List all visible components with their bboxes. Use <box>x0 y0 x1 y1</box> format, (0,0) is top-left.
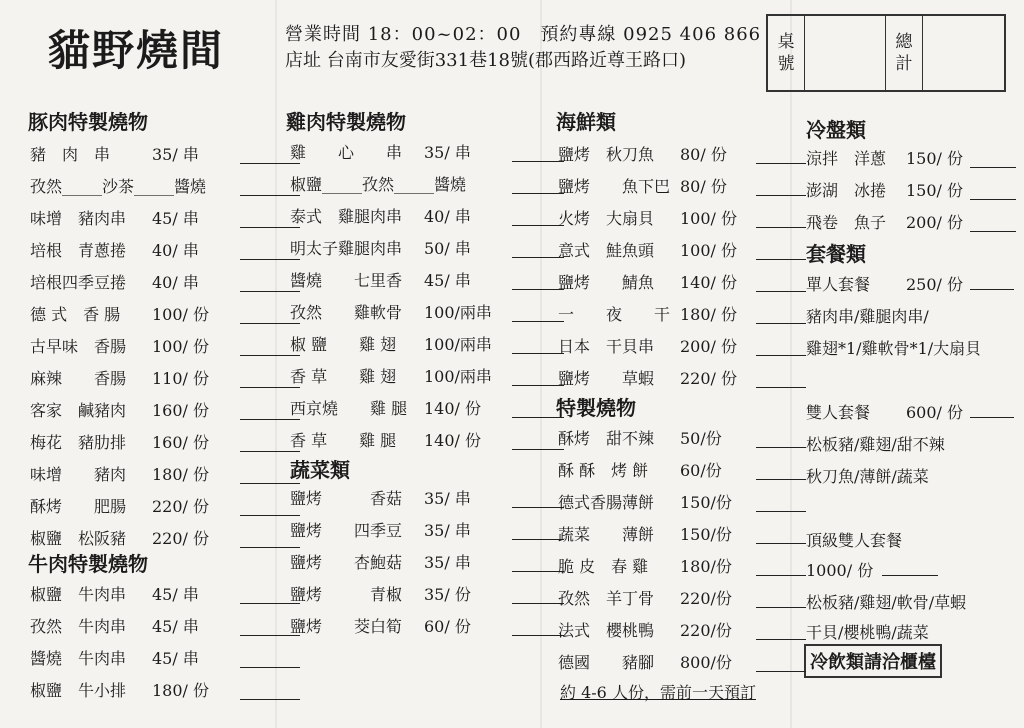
menu-item-row <box>30 176 300 198</box>
menu-item-price: 180/ 份 <box>152 465 210 484</box>
menu-item-row <box>290 206 564 228</box>
menu-item-name: 香 草 雞 翅 <box>290 367 397 386</box>
menu-item-price: 40/ 串 <box>152 273 199 292</box>
menu-item-name: 法式 櫻桃鴨 <box>558 621 655 640</box>
menu-item-name: 椒鹽_____孜然_____醬燒 <box>290 175 467 194</box>
menu-item-name: 鹽烤 香菇 <box>290 489 403 508</box>
menu-item-name: 醬燒 牛肉串 <box>30 649 127 668</box>
menu-item-price: 220/份 <box>680 589 732 608</box>
menu-item-price: 140/ 份 <box>424 399 482 418</box>
premium-set-qty-line[interactable] <box>882 575 938 576</box>
menu-item-row <box>558 492 806 514</box>
menu-item-row <box>30 528 300 550</box>
section-title-sets: 套餐類 <box>806 242 866 266</box>
menu-item-qty-line[interactable] <box>512 193 564 194</box>
menu-item-price: 100/兩串 <box>424 303 492 322</box>
menu-item-name: 飛卷 魚子 <box>806 213 887 232</box>
double-set-desc: 松板豬/雞翅/甜不辣 <box>806 435 945 454</box>
menu-item-row <box>558 272 806 294</box>
menu-item-name: 培根四季豆捲 <box>30 273 127 292</box>
menu-item-name: 椒 鹽 雞 翅 <box>290 335 397 354</box>
table-number-label: 桌 號 <box>777 32 795 74</box>
menu-item-row <box>30 368 300 390</box>
menu-item-qty-line[interactable] <box>756 543 806 544</box>
menu-item-qty-line[interactable] <box>512 353 564 354</box>
menu-item-price: 50/ 串 <box>424 239 471 258</box>
menu-item-name: 涼拌 洋蔥 <box>806 149 887 168</box>
menu-item-qty-line[interactable] <box>240 667 300 668</box>
section-title-pork: 豚肉特製燒物 <box>28 110 148 134</box>
menu-item-row <box>558 368 806 390</box>
menu-item-qty-line[interactable] <box>240 699 300 700</box>
menu-item-name: 酥烤 肥腸 <box>30 497 127 516</box>
menu-item-row <box>30 240 300 262</box>
menu-item-price: 220/ 份 <box>680 369 738 388</box>
menu-item-qty-line[interactable] <box>512 507 564 508</box>
menu-item-qty-line[interactable] <box>512 539 564 540</box>
menu-item-row <box>30 584 300 606</box>
menu-item-price: 160/ 份 <box>152 401 210 420</box>
menu-item-price: 220/ 份 <box>152 529 210 548</box>
single-set-name: 單人套餐 <box>806 275 871 294</box>
menu-item-price: 220/份 <box>680 621 732 640</box>
menu-item-price: 150/ 份 <box>906 181 964 200</box>
menu-item-row <box>558 524 806 546</box>
menu-item-row <box>558 620 806 642</box>
menu-item-row <box>30 400 300 422</box>
menu-item-qty-line[interactable] <box>512 289 564 290</box>
menu-item-qty-line[interactable] <box>512 449 564 450</box>
menu-item-qty-line[interactable] <box>512 385 564 386</box>
menu-item-name: 蔬菜 薄餅 <box>558 525 655 544</box>
menu-item-qty-line[interactable] <box>240 515 300 516</box>
menu-item-row <box>558 652 806 674</box>
menu-item-price: 180/ 份 <box>152 681 210 700</box>
menu-item-name: 客家 鹹豬肉 <box>30 401 127 420</box>
menu-item-price: 35/ 串 <box>424 489 471 508</box>
menu-item-name: 古早味 香腸 <box>30 337 127 356</box>
single-set-desc: 豬肉串/雞腿肉串/ <box>806 307 929 326</box>
menu-item-name: 麻辣 香腸 <box>30 369 127 388</box>
cold-drinks-notice: 冷飲類請洽櫃檯 <box>804 644 942 678</box>
menu-item-qty-line[interactable] <box>512 225 564 226</box>
menu-item-name: 鹽烤 草蝦 <box>558 369 655 388</box>
section-title-veg: 蔬菜類 <box>290 458 350 482</box>
menu-item-name: 椒鹽 松阪豬 <box>30 529 127 548</box>
menu-item-row <box>30 144 300 166</box>
menu-item-price: 35/ 串 <box>152 145 199 164</box>
menu-item-price: 220/ 份 <box>152 497 210 516</box>
menu-item-price: 40/ 串 <box>424 207 471 226</box>
menu-item-row <box>290 488 564 510</box>
menu-item-price: 150/份 <box>680 493 732 512</box>
menu-item-name: 鹽烤 青椒 <box>290 585 403 604</box>
menu-item-row <box>558 176 806 198</box>
menu-item-name: 鹽烤 杏鮑菇 <box>290 553 403 572</box>
business-hours: 營業時間 18：00~02：00 預約專線 0925 406 866 <box>285 24 762 45</box>
menu-item-row <box>290 616 564 638</box>
menu-item-row <box>30 304 300 326</box>
menu-item-name: 西京燒 雞 腿 <box>290 399 408 418</box>
menu-item-name: 椒鹽 牛小排 <box>30 681 127 700</box>
menu-item-row <box>30 496 300 518</box>
menu-item-name: 豬 肉 串 <box>30 145 111 164</box>
section-title-beef: 牛肉特製燒物 <box>28 552 148 576</box>
menu-item-row <box>30 272 300 294</box>
menu-item-row <box>806 212 1016 234</box>
menu-item-qty-line[interactable] <box>512 635 564 636</box>
menu-item-row <box>290 334 564 356</box>
special-note: 約 4-6 人份，需前一天預訂 <box>560 683 756 702</box>
menu-item-name: 鹽烤 魚下巴 <box>558 177 671 196</box>
menu-item-qty-line[interactable] <box>512 417 564 418</box>
menu-item-price: 140/ 份 <box>424 431 482 450</box>
menu-item-qty-line[interactable] <box>756 291 806 292</box>
section-title-seafood: 海鮮類 <box>556 110 616 134</box>
menu-item-name: 雞 心 串 <box>290 143 403 162</box>
menu-item-row <box>558 336 806 358</box>
menu-item-qty-line[interactable] <box>756 575 806 576</box>
menu-item-price: 100/兩串 <box>424 367 492 386</box>
menu-item-qty-line[interactable] <box>756 671 806 672</box>
menu-item-price: 35/ 串 <box>424 521 471 540</box>
menu-item-qty-line[interactable] <box>756 259 806 260</box>
double-set-qty-line[interactable] <box>970 417 1014 418</box>
total-field[interactable] <box>922 16 1004 90</box>
menu-item-row <box>806 180 1016 202</box>
menu-item-qty-line[interactable] <box>970 231 1016 232</box>
menu-item-qty-line[interactable] <box>756 227 806 228</box>
menu-item-name: 孜然 羊丁骨 <box>558 589 655 608</box>
menu-item-price: 110/ 份 <box>152 369 210 388</box>
menu-item-row <box>30 680 300 702</box>
restaurant-logo: 貓野燒間 <box>48 26 225 75</box>
menu-item-name: 香 草 雞 腿 <box>290 431 397 450</box>
menu-item-qty-line[interactable] <box>970 199 1016 200</box>
menu-item-row <box>558 556 806 578</box>
menu-item-price: 150/ 份 <box>906 149 964 168</box>
menu-item-row <box>290 584 564 606</box>
menu-item-row <box>30 648 300 670</box>
menu-item-price: 45/ 串 <box>152 585 199 604</box>
menu-item-name: 火烤 大扇貝 <box>558 209 655 228</box>
menu-item-price: 100/兩串 <box>424 335 492 354</box>
menu-item-name: 味增 豬肉串 <box>30 209 127 228</box>
menu-item-row <box>30 208 300 230</box>
menu-item-row <box>290 174 564 196</box>
menu-item-qty-line[interactable] <box>756 163 806 164</box>
menu-item-qty-line[interactable] <box>756 511 806 512</box>
menu-item-price: 45/ 串 <box>152 649 199 668</box>
menu-item-price: 100/ 份 <box>680 209 738 228</box>
menu-item-row <box>290 270 564 292</box>
menu-item-qty-line[interactable] <box>240 483 300 484</box>
menu-item-row <box>558 304 806 326</box>
menu-item-row <box>30 464 300 486</box>
menu-item-qty-line[interactable] <box>512 571 564 572</box>
menu-item-qty-line[interactable] <box>512 161 564 162</box>
menu-item-row <box>558 208 806 230</box>
menu-item-name: 鹽烤 茭白筍 <box>290 617 403 636</box>
menu-item-row <box>290 238 564 260</box>
menu-item-row <box>290 302 564 324</box>
premium-set-name: 頂級雙人套餐 <box>806 531 903 550</box>
menu-item-price: 100/ 份 <box>152 337 210 356</box>
menu-item-name: 澎湖 冰捲 <box>806 181 887 200</box>
menu-item-name: 孜然_____沙茶_____醬燒 <box>30 177 207 196</box>
menu-item-name: 脆 皮 春 雞 <box>558 557 649 576</box>
double-set-name: 雙人套餐 <box>806 403 871 422</box>
menu-item-row <box>290 430 564 452</box>
menu-item-row <box>290 398 564 420</box>
menu-item-qty-line[interactable] <box>512 321 564 322</box>
menu-item-name: 培根 青蔥捲 <box>30 241 127 260</box>
double-set-desc: 秋刀魚/薄餅/蔬菜 <box>806 467 929 486</box>
menu-item-name: 泰式 雞腿肉串 <box>290 207 403 226</box>
premium-set-price: 1000/ 份 <box>806 561 874 580</box>
menu-item-row <box>558 144 806 166</box>
menu-item-name: 意式 鮭魚頭 <box>558 241 655 260</box>
menu-item-name: 鹽烤 秋刀魚 <box>558 145 655 164</box>
menu-item-name: 德國 豬腳 <box>558 653 655 672</box>
menu-item-row <box>558 428 806 450</box>
menu-item-price: 200/ 份 <box>906 213 964 232</box>
menu-item-price: 100/ 份 <box>152 305 210 324</box>
menu-item-qty-line[interactable] <box>756 323 806 324</box>
menu-item-price: 180/ 份 <box>680 305 738 324</box>
menu-item-name: 孜然 雞軟骨 <box>290 303 403 322</box>
menu-item-qty-line[interactable] <box>970 167 1016 168</box>
menu-item-row <box>290 142 564 164</box>
menu-item-name: 德 式 香 腸 <box>30 305 121 324</box>
menu-item-qty-line[interactable] <box>756 387 806 388</box>
menu-item-qty-line[interactable] <box>756 479 806 480</box>
menu-item-name: 椒鹽 牛肉串 <box>30 585 127 604</box>
menu-item-price: 180/份 <box>680 557 732 576</box>
total-label: 總 計 <box>895 32 913 74</box>
menu-item-row <box>290 552 564 574</box>
menu-item-row <box>806 148 1016 170</box>
menu-item-price: 150/份 <box>680 525 732 544</box>
menu-item-price: 45/ 串 <box>424 271 471 290</box>
menu-item-price: 35/ 份 <box>424 585 471 604</box>
menu-item-price: 40/ 串 <box>152 241 199 260</box>
menu-item-name: 酥 酥 烤 餅 <box>558 461 649 480</box>
menu-item-name: 梅花 豬肋排 <box>30 433 127 452</box>
menu-item-price: 100/ 份 <box>680 241 738 260</box>
menu-item-row <box>30 432 300 454</box>
menu-item-price: 80/ 份 <box>680 177 727 196</box>
menu-item-qty-line[interactable] <box>756 195 806 196</box>
store-address: 店址 台南市友愛街331巷18號(郡西路近尊王路口) <box>285 50 687 71</box>
double-set-price: 600/ 份 <box>906 403 964 422</box>
premium-set-desc: 松板豬/雞翅/軟骨/草蝦 <box>806 593 967 612</box>
menu-item-qty-line[interactable] <box>240 547 300 548</box>
menu-item-name: 一 夜 干 <box>558 305 671 324</box>
menu-item-name: 鹽烤 四季豆 <box>290 521 403 540</box>
menu-item-row <box>558 588 806 610</box>
menu-item-qty-line[interactable] <box>512 603 564 604</box>
menu-item-name: 孜然 牛肉串 <box>30 617 127 636</box>
section-title-cold: 冷盤類 <box>806 118 866 142</box>
menu-item-name: 明太子雞腿肉串 <box>290 239 403 258</box>
section-title-special: 特製燒物 <box>556 396 636 420</box>
menu-item-price: 60/ 份 <box>424 617 471 636</box>
menu-item-name: 酥烤 甜不辣 <box>558 429 655 448</box>
menu-item-price: 35/ 串 <box>424 143 471 162</box>
section-title-chicken: 雞肉特製燒物 <box>286 110 406 134</box>
single-set-price: 250/ 份 <box>906 275 964 294</box>
menu-item-qty-line[interactable] <box>756 447 806 448</box>
menu-item-row <box>558 460 806 482</box>
menu-item-qty-line[interactable] <box>756 639 806 640</box>
menu-item-row <box>30 616 300 638</box>
menu-item-row <box>30 336 300 358</box>
single-set-desc: 雞翅*1/雞軟骨*1/大扇貝 <box>806 339 982 358</box>
premium-set-desc: 干貝/櫻桃鴨/蔬菜 <box>806 623 929 642</box>
menu-item-price: 45/ 串 <box>152 209 199 228</box>
menu-item-row <box>290 366 564 388</box>
menu-item-name: 鹽烤 鯖魚 <box>558 273 655 292</box>
menu-item-row <box>290 520 564 542</box>
menu-item-qty-line[interactable] <box>756 607 806 608</box>
menu-item-name: 日本 干貝串 <box>558 337 655 356</box>
menu-item-name: 醬燒 七里香 <box>290 271 403 290</box>
single-set-qty-line[interactable] <box>970 289 1014 290</box>
menu-item-price: 60/份 <box>680 461 722 480</box>
menu-item-qty-line[interactable] <box>512 257 564 258</box>
menu-item-qty-line[interactable] <box>756 355 806 356</box>
menu-item-price: 50/份 <box>680 429 722 448</box>
order-box <box>766 14 1006 92</box>
menu-item-name: 德式香腸薄餅 <box>558 493 655 512</box>
menu-item-price: 200/ 份 <box>680 337 738 356</box>
menu-item-price: 80/ 份 <box>680 145 727 164</box>
menu-item-price: 35/ 串 <box>424 553 471 572</box>
menu-item-name: 味增 豬肉 <box>30 465 127 484</box>
menu-item-price: 160/ 份 <box>152 433 210 452</box>
menu-item-price: 140/ 份 <box>680 273 738 292</box>
table-number-field[interactable] <box>804 16 886 90</box>
menu-item-price: 45/ 串 <box>152 617 199 636</box>
menu-item-row <box>558 240 806 262</box>
menu-item-price: 800/份 <box>680 653 732 672</box>
